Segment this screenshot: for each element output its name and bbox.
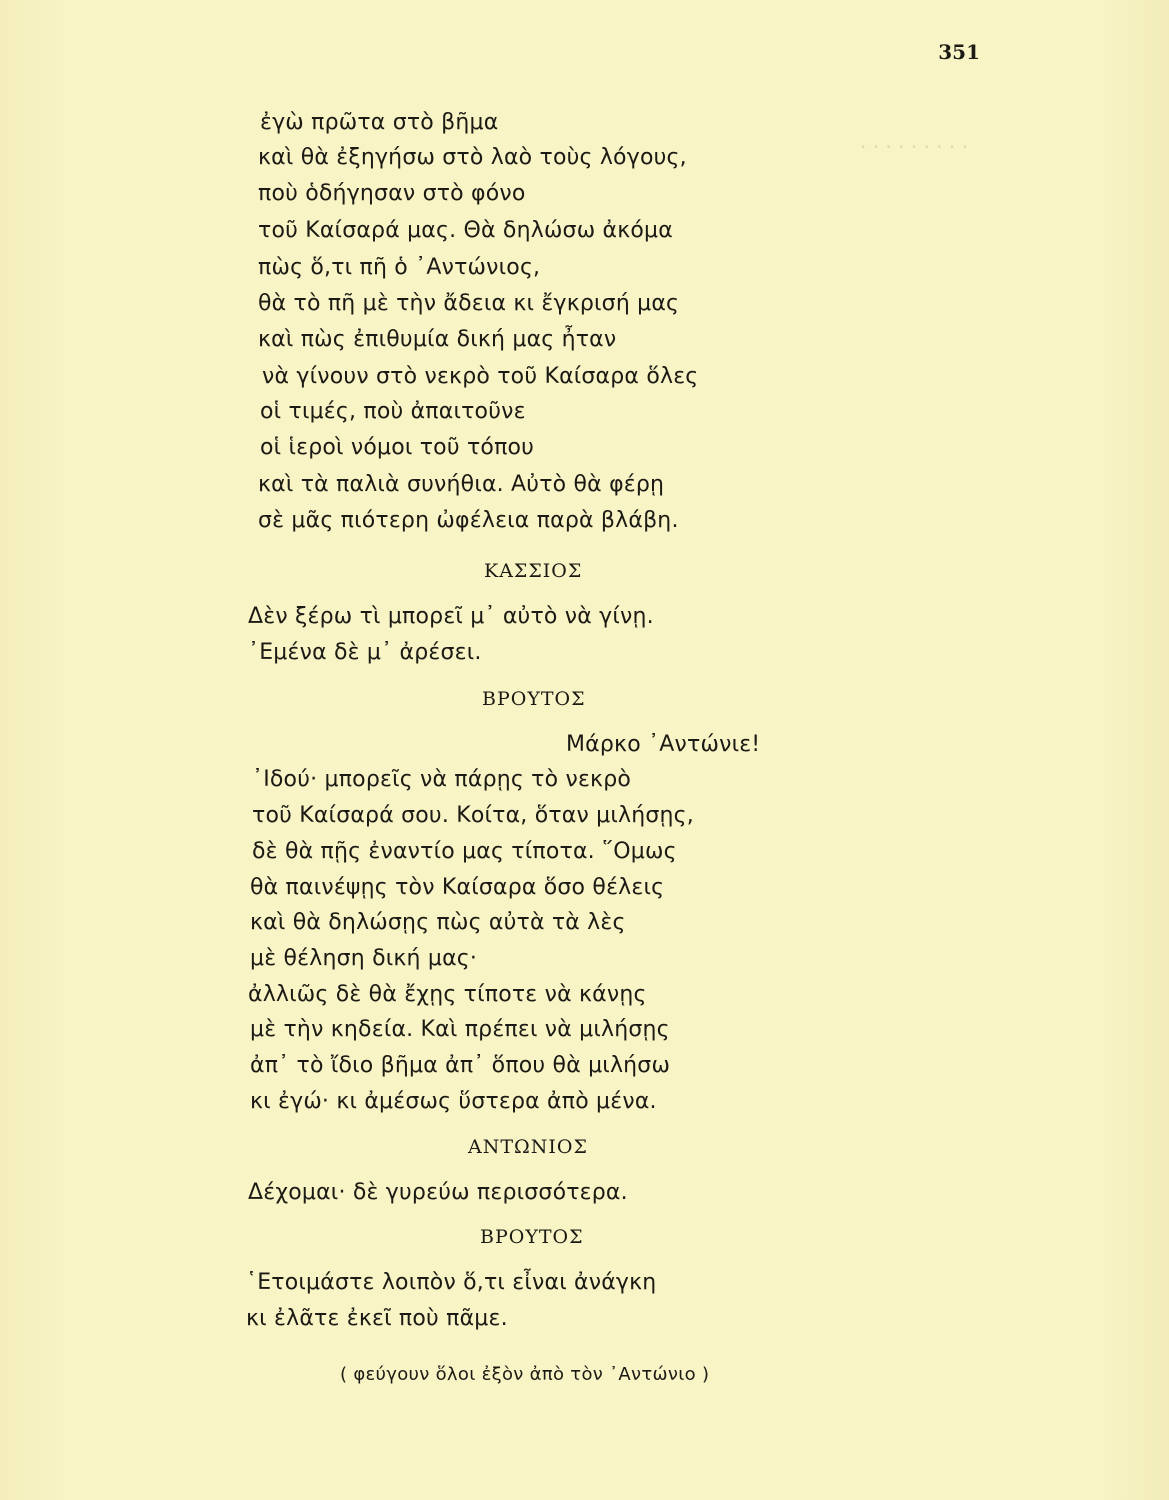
verse-line: μὲ τὴν κηδεία. Καὶ πρέπει νὰ μιλήσῃς bbox=[250, 1017, 670, 1042]
verse-line: Μάρκο ᾿Αντώνιε! bbox=[566, 732, 761, 757]
verse-line: πὼς ὅ,τι πῆ ὁ ᾿Αντώνιος, bbox=[258, 255, 541, 280]
verse-line: θὰ παινέψῃς τὸν Καίσαρα ὅσο θέλεις bbox=[250, 875, 665, 900]
verse-line: ᾿Ιδού· μπορεῖς νὰ πάρῃς τὸ νεκρὸ bbox=[252, 767, 632, 792]
verse-line: νὰ γίνουν στὸ νεκρὸ τοῦ Καίσαρα ὅλες bbox=[262, 364, 699, 389]
stage-direction: ( φεύγουν ὅλοι ἐξὸν ἀπὸ τὸν ᾿Αντώνιο ) bbox=[340, 1364, 710, 1385]
page-number: 351 bbox=[938, 40, 980, 64]
verse-line: ἀπ᾿ τὸ ἴδιο βῆμα ἀπ᾿ ὅπου θὰ μιλήσω bbox=[250, 1053, 671, 1078]
verse-line: ῾Ετοιμάστε λοιπὸν ὅ,τι εἶναι ἀνάγκη bbox=[246, 1270, 657, 1295]
verse-line: θὰ τὸ πῆ μὲ τὴν ἄδεια κι ἔγκρισή μας bbox=[258, 291, 680, 316]
verse-line: σὲ μᾶς πιότερη ὠφέλεια παρὰ βλάβη. bbox=[258, 508, 679, 533]
verse-line: τοῦ Καίσαρά σου. Κοίτα, ὅταν μιλήσῃς, bbox=[252, 803, 694, 828]
verse-line: δὲ θὰ πῇς ἐναντίο μας τίποτα. ῞Ομως bbox=[252, 839, 677, 864]
verse-line: οἱ τιμές, ποὺ ἀπαιτοῦνε bbox=[260, 399, 526, 424]
verse-line: ἐγὼ πρῶτα στὸ βῆμα bbox=[260, 110, 499, 135]
verse-line: κι ἐγώ· κι ἀμέσως ὕστερα ἀπὸ μένα. bbox=[250, 1089, 657, 1114]
verse-line: τοῦ Καίσαρά μας. Θὰ δηλώσω ἀκόμα bbox=[258, 218, 673, 243]
verse-line: οἱ ἱεροὶ νόμοι τοῦ τόπου bbox=[260, 435, 535, 460]
verse-line: ποὺ ὁδήγησαν στὸ φόνο bbox=[258, 181, 526, 206]
speaker-name: ΒΡΟΥΤΟΣ bbox=[482, 688, 586, 710]
speaker-name: ΑΝΤΩΝΙΟΣ bbox=[468, 1136, 588, 1158]
verse-line: ᾿Εμένα δὲ μ᾿ ἀρέσει. bbox=[248, 640, 482, 665]
verse-line: ἀλλιῶς δὲ θὰ ἔχῃς τίποτε νὰ κάνῃς bbox=[248, 982, 647, 1007]
verse-line: καὶ πὼς ἐπιθυμία δική μας ἦταν bbox=[258, 327, 617, 352]
verse-line: μὲ θέληση δική μας· bbox=[250, 946, 478, 971]
show-through-text: · · · · · · · · · bbox=[860, 135, 969, 159]
verse-line: καὶ θὰ δηλώσῃς πὼς αὐτὰ τὰ λὲς bbox=[250, 910, 626, 935]
verse-line: καὶ τὰ παλιὰ συνήθια. Αὐτὸ θὰ φέρῃ bbox=[258, 472, 665, 497]
verse-line: κι ἐλᾶτε ἐκεῖ ποὺ πᾶμε. bbox=[246, 1306, 508, 1331]
verse-line: Δέχομαι· δὲ γυρεύω περισσότερα. bbox=[248, 1180, 628, 1205]
speaker-name: ΒΡΟΥΤΟΣ bbox=[480, 1226, 584, 1248]
verse-line: Δὲν ξέρω τὶ μπορεῖ μ᾿ αὐτὸ νὰ γίνῃ. bbox=[248, 604, 654, 629]
speaker-name: ΚΑΣΣΙΟΣ bbox=[484, 560, 583, 582]
verse-line: καὶ θὰ ἐξηγήσω στὸ λαὸ τοὺς λόγους, bbox=[258, 145, 687, 170]
